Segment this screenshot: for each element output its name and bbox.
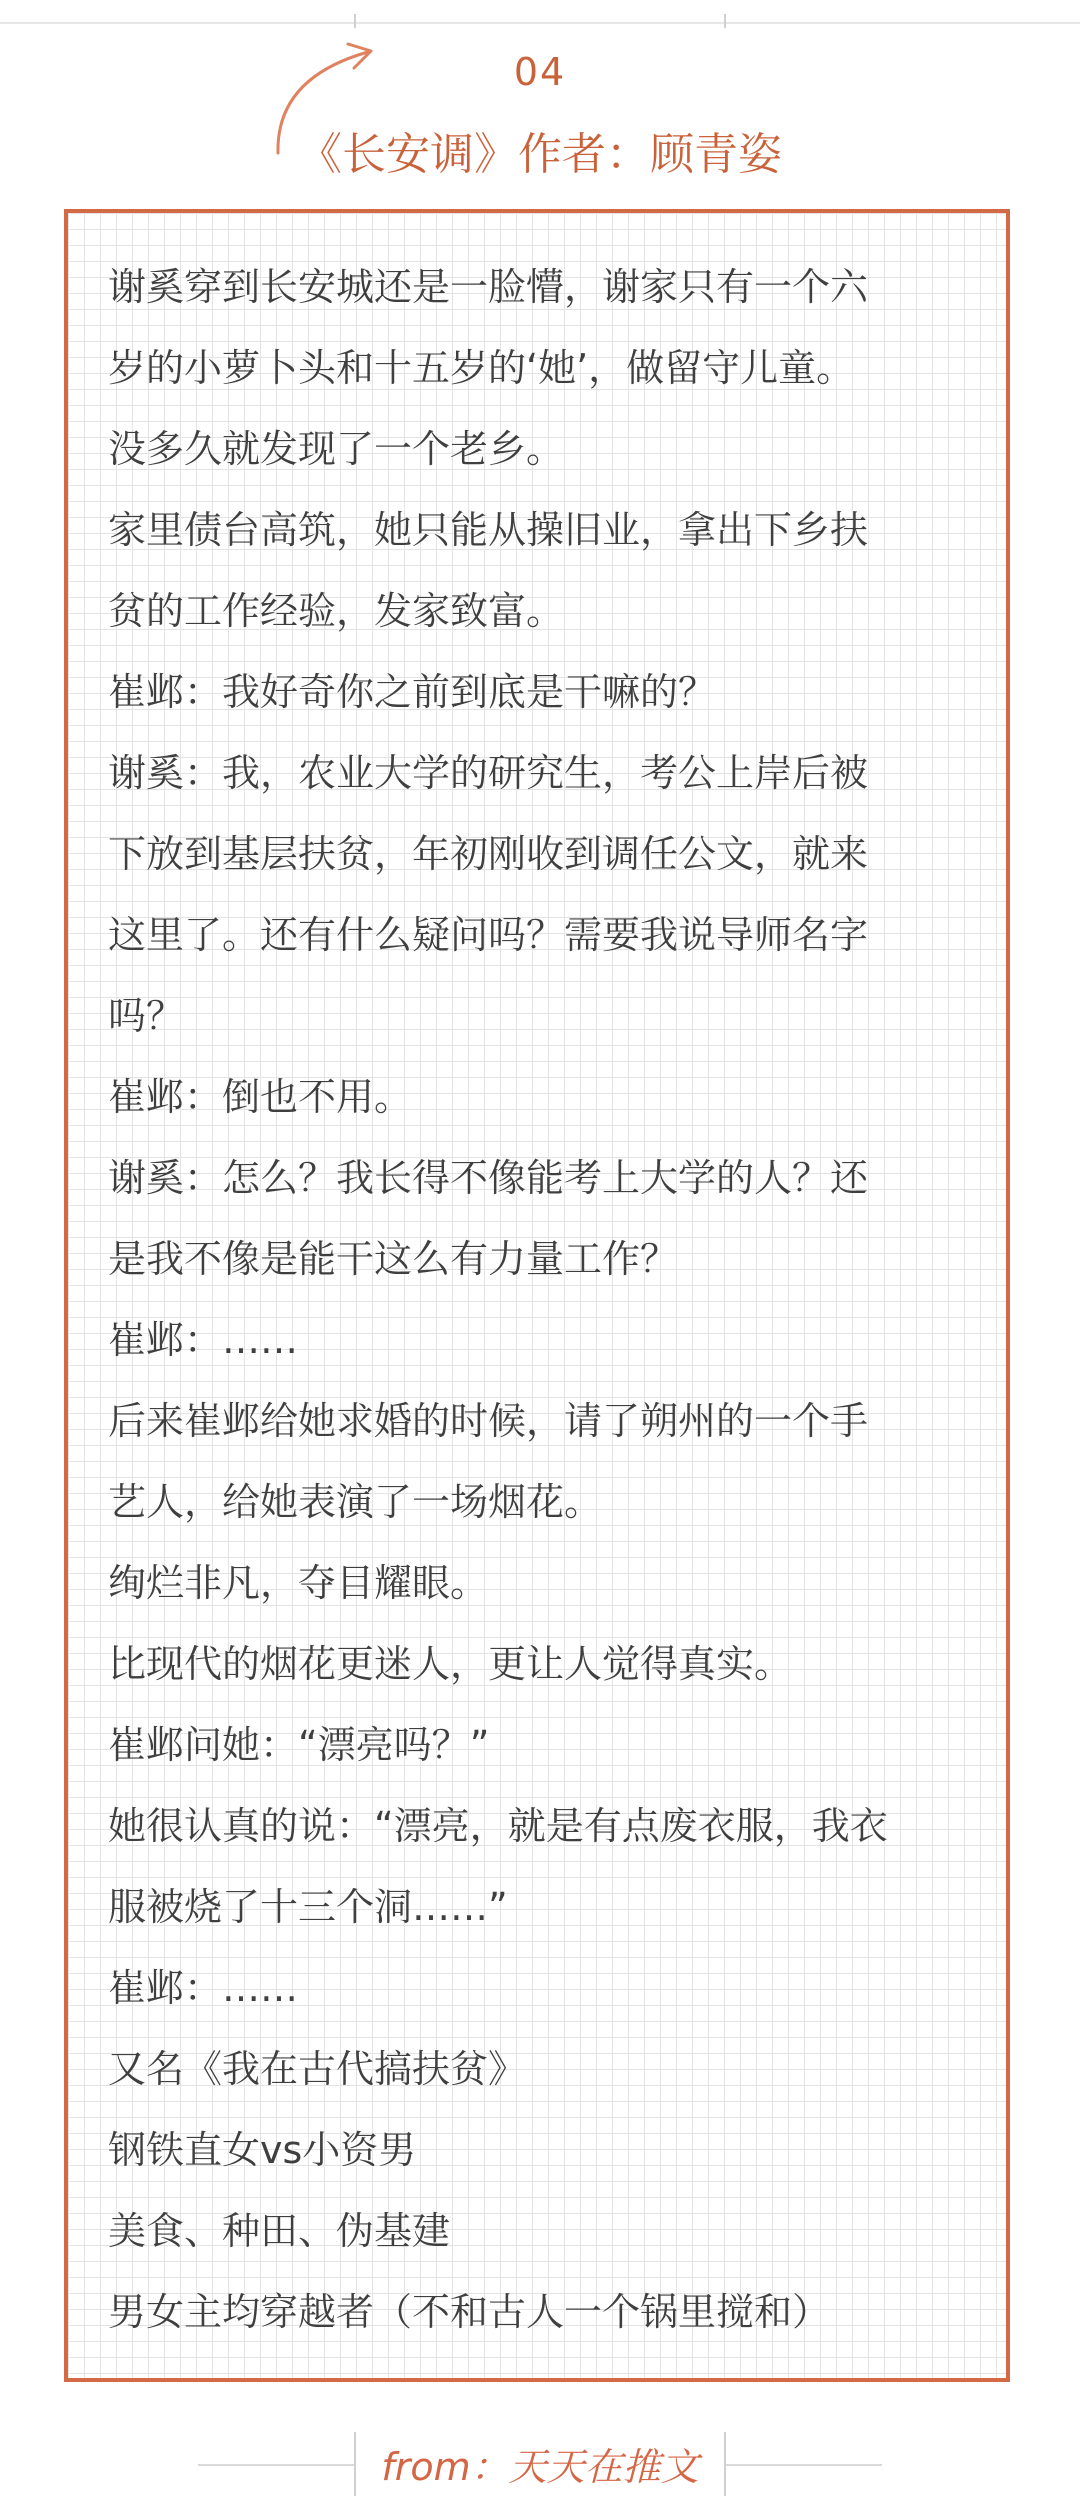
synopsis-line: 后来崔邺给她求婚的时候，请了朔州的一个手 [108, 1399, 869, 1443]
synopsis-line: 她很认真的说：“漂亮，就是有点废衣服，我衣 [108, 1804, 888, 1848]
synopsis-line: 这里了。还有什么疑问吗？需要我说导师名字 [108, 913, 869, 957]
synopsis-line: 吗？ [108, 994, 185, 1038]
synopsis-line: 崔邺：我好奇你之前到底是干嘛的？ [108, 670, 717, 714]
synopsis-line: 艺人，给她表演了一场烟花。 [108, 1480, 603, 1524]
source-credit: from：天天在推文 [381, 2445, 699, 2489]
synopsis-line: 谢奚穿到长安城还是一脸懵，谢家只有一个六 [108, 265, 869, 309]
synopsis-line: 男女主均穿越者（不和古人一个锅里搅和） [108, 2290, 831, 2334]
book-title: 《长安调》作者：顾青姿 [298, 129, 782, 180]
synopsis-card [64, 209, 1010, 2382]
synopsis-line: 是我不像是能干这么有力量工作？ [108, 1237, 679, 1281]
synopsis-line: 谢奚：我，农业大学的研究生，考公上岸后被 [108, 751, 869, 795]
synopsis-line: 下放到基层扶贫，年初刚收到调任公文，就来 [108, 832, 869, 876]
section-number: 04 [513, 50, 567, 94]
synopsis-line: 美食、种田、伪基建 [108, 2209, 451, 2253]
top-divider-tick-right [724, 14, 726, 28]
synopsis-line: 服被烧了十三个洞……” [108, 1885, 508, 1929]
synopsis-line: 钢铁直女vs小资男 [108, 2128, 417, 2172]
synopsis-line: 又名《我在古代搞扶贫》 [108, 2047, 527, 2091]
synopsis-line: 绚烂非凡，夺目耀眼。 [108, 1561, 489, 1605]
top-divider-tick-left [354, 14, 356, 28]
synopsis-line: 崔邺：倒也不用。 [108, 1075, 413, 1119]
footer-divider-right [726, 2464, 882, 2466]
synopsis-line: 崔邺：…… [108, 1966, 299, 2010]
synopsis-line: 崔邺问她：“漂亮吗？” [108, 1723, 490, 1767]
synopsis-line: 谢奚：怎么？我长得不像能考上大学的人？还 [108, 1156, 869, 1200]
synopsis-line: 比现代的烟花更迷人，更让人觉得真实。 [108, 1642, 793, 1686]
synopsis-line: 贫的工作经验，发家致富。 [108, 589, 565, 633]
synopsis-line: 崔邺：…… [108, 1318, 299, 1362]
synopsis-line: 没多久就发现了一个老乡。 [108, 427, 565, 471]
synopsis-line: 岁的小萝卜头和十五岁的‘她’，做留守儿童。 [108, 346, 855, 390]
synopsis-text [108, 247, 988, 2353]
synopsis-line: 家里债台高筑，她只能从操旧业，拿出下乡扶 [108, 508, 869, 552]
top-divider [0, 22, 1080, 24]
